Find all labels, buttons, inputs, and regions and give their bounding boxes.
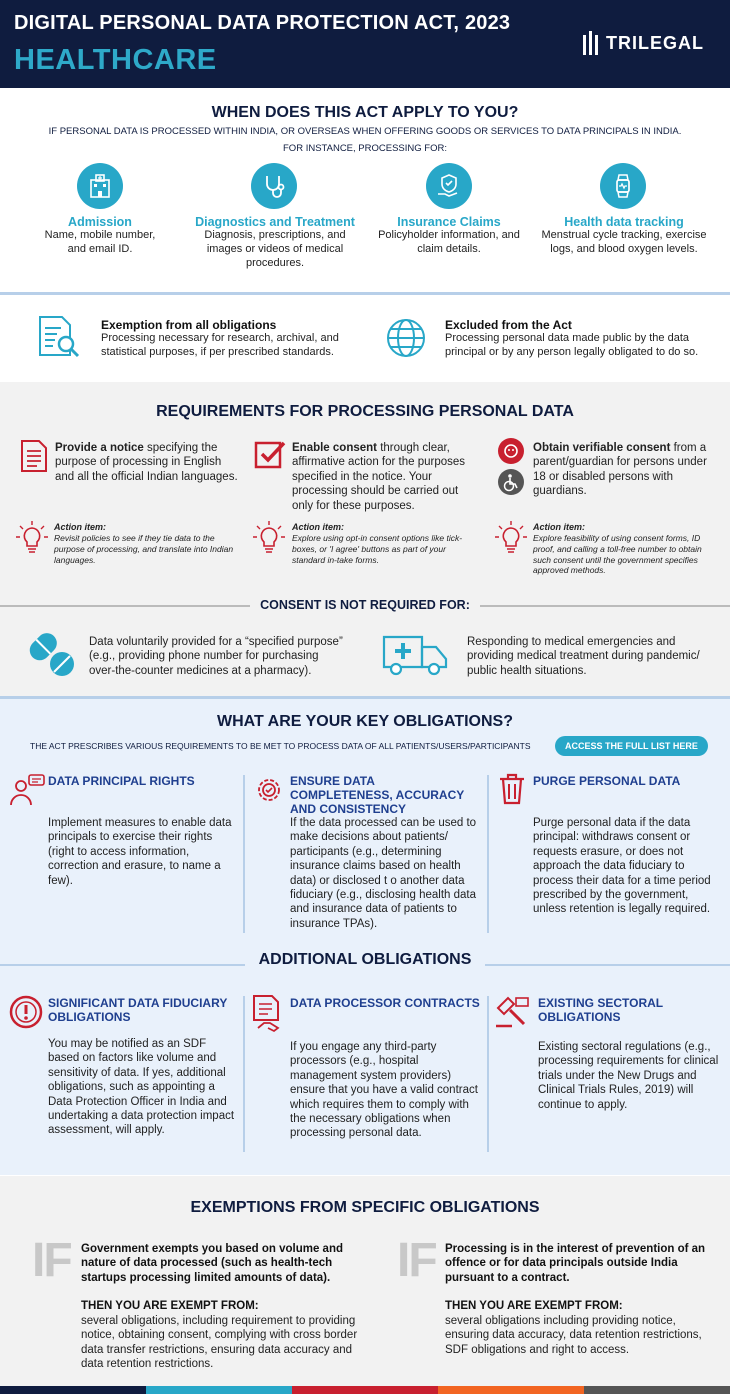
apply-line2: FOR INSTANCE, PROCESSING FOR: [283,143,447,154]
additional-text-processor: If you engage any third-party processors (e.g., hospital management system providers) ensure that you have a valid contract which requires them to comply with the necessary obligations when processing personal data. [290,1041,478,1140]
apply-item-title: Insurance Claims [397,215,501,229]
exemption-all-text: Processing necessary for research, archival, and statistical purposes, if per prescribed standards. [101,332,339,358]
divider [0,292,730,295]
hospital-icon [77,163,123,209]
user-speech-icon [8,773,46,812]
document-search-icon [36,314,82,365]
excluded-text: Processing personal data made public by the data principal or by any person legally obligated to do so. [445,332,699,358]
obligation-text-accuracy: If the data processed can be used to make decisions about patients/ participants (e.g., determining insurance claims based on health data) or disclosed t o another data fiduciary (e.g., disclosing health data and insurance data of patients to insurance TPAs). [290,817,477,930]
lightbulb-icon [15,520,49,561]
obligations-subtitle: THE ACT PRESCRIBES VARIOUS REQUIREMENTS TO BE MET TO PROCESS DATA OF ALL PATIENTS/USERS/PARTICIPANTS [30,741,531,751]
requirement-bold: Provide a notice [55,442,144,454]
obligation-text-rights: Implement measures to enable data principals to exercise their rights (right to access information, correction and erasure, to name a few). [48,817,232,887]
gavel-icon [494,994,530,1035]
action-text: Explore feasibility of using consent forms, ID proof, and calling a toll-free number to obtain such consent until the government specifies approved methods. [533,533,702,576]
checkbox-icon [254,439,286,476]
gear-check-icon [252,773,286,812]
requirement-bold: Enable consent [292,442,377,454]
additional-text-sdf: You may be notified as an SDF based on factors like volume and sensitivity of data. If yes, additional obligations, such as appointing a Data Protection Officer in India and undertaking a data protection impact assessment, will apply. [48,1038,235,1137]
trilegal-logo [583,31,704,55]
footer-color-bar [0,1386,730,1394]
stethoscope-icon [251,163,297,209]
column-divider [487,996,489,1152]
column-divider [243,996,245,1152]
header [0,0,730,88]
exemption-text-left: several obligations, including requirement to providing notice, obtaining consent, complying with cross border data transfer restrictions, ensuring data accuracy and data retention restrictions. [81,1315,358,1371]
obligation-title-purge: PURGE PERSONAL DATA [533,774,681,788]
requirement-text: specifying the purpose of processing in English and all the official Indian languages. [55,442,238,483]
requirement-bold: Obtain verifiable consent [533,442,671,454]
apply-item-text: Diagnosis, prescriptions, and images or videos of medical procedures. [204,229,346,269]
apply-item-tracking [538,215,710,257]
trash-icon [498,773,526,810]
alert-icon [8,994,44,1035]
obligation-title-rights: DATA PRINCIPAL RIGHTS [48,774,195,788]
exempt-from-label: THEN YOU ARE EXEMPT FROM: [81,1300,259,1312]
consent-exempt-emergencies: Responding to medical emergencies and providing medical treatment during pandemic/ public health situations. [467,636,700,677]
action-item-1 [54,522,234,565]
exemptions-title: EXEMPTIONS FROM SPECIFIC OBLIGATIONS [190,1199,540,1216]
exemption-all-title: Exemption from all obligations [101,318,277,332]
excluded-block [445,318,715,360]
excluded-title: Excluded from the Act [445,318,572,332]
smartwatch-icon [600,163,646,209]
action-text: Revisit policies to see if they tie data to the purpose of processing, and translate into Indian languages. [54,533,234,565]
apply-title: WHEN DOES THIS ACT APPLY TO YOU? [211,104,519,121]
divider [0,696,730,699]
additional-text-sectoral: Existing sectoral regulations (e.g., processing requirements for clinical trials under the New Drugs and Clinical Trials Rules, 2019) will continue to apply. [538,1041,719,1111]
apply-item-text: Menstrual cycle tracking, exercise logs, and blood oxygen levels. [541,229,707,255]
globe-icon [385,317,427,364]
exemption-condition-left: Government exempts you based on volume and nature of data processed (such as health-tech startups processing limited amounts of data). [81,1243,344,1284]
requirements-title: REQUIREMENTS FOR PROCESSING PERSONAL DATA [156,403,574,420]
additional-title-processor: DATA PROCESSOR CONTRACTS [290,996,480,1010]
pills-icon [28,630,78,685]
if-label: IF [397,1234,436,1287]
apply-item-text: Name, mobile number, and email ID. [44,229,156,255]
lightbulb-icon [494,520,528,561]
apply-item-insurance [364,215,534,257]
action-item-2 [292,522,472,565]
child-icon [498,438,524,464]
page-subtitle: HEALTHCARE [14,44,217,76]
lightbulb-icon [252,520,286,561]
action-label: Action item: [292,522,345,532]
apply-item-diagnostics [186,215,364,270]
notice-document-icon [20,439,48,478]
requirement-notice [55,441,240,484]
column-divider [243,775,245,933]
ambulance-icon [382,633,450,682]
requirement-consent [292,441,477,513]
obligations-title: WHAT ARE YOUR KEY OBLIGATIONS? [216,713,513,730]
if-label: IF [32,1234,71,1287]
additional-title-sdf: SIGNIFICANT DATA FIDUCIARY OBLIGATIONS [48,996,228,1024]
consent-title: CONSENT IS NOT REQUIRED FOR: [260,598,470,612]
apply-item-title: Admission [68,215,132,229]
exemption-condition-right: Processing is in the interest of prevention of an offence or for data principals outside India pursuant to a contract. [445,1243,706,1284]
exemption-text-right: several obligations including providing notice, ensuring data accuracy, data retention restrictions, SDF obligations and right to access. [445,1315,702,1356]
requirement-text: from a parent/guardian for persons under 18 or disabled persons with guardians. [533,442,707,498]
page-title: DIGITAL PERSONAL DATA PROTECTION ACT, 2023 [14,12,511,34]
contract-handshake-icon [252,994,284,1039]
additional-title: ADDITIONAL OBLIGATIONS [258,951,472,968]
action-text: Explore using opt-in consent options like tick-boxes, or 'I agree' buttons as part of your standard in-take forms. [292,533,463,565]
action-item-3 [533,522,718,576]
logo-mark-icon [583,31,598,55]
action-label: Action item: [533,522,586,532]
additional-title-sectoral: EXISTING SECTORAL OBLIGATIONS [538,996,663,1024]
exempt-from-label: THEN YOU ARE EXEMPT FROM: [445,1300,623,1312]
apply-item-title: Diagnostics and Treatment [195,215,355,229]
obligation-title-accuracy: ENSURE DATA COMPLETENESS, ACCURACY AND CONSISTENCY [290,774,465,816]
column-divider [487,775,489,933]
requirement-text: through clear, affirmative action for the purposes specified in the notice. Your processing should be carried out only for these purposes. [292,442,466,512]
action-label: Action item: [54,522,107,532]
apply-item-text: Policyholder information, and claim details. [378,229,520,255]
access-full-list-button[interactable]: ACCESS THE FULL LIST HERE [555,736,708,756]
insurance-hand-icon [426,163,472,209]
consent-exempt-specified-purpose: Data voluntarily provided for a “specified purpose” (e.g., providing phone number for purchasing over-the-counter medicines at a pharmacy). [89,636,343,677]
logo-text: TRILEGAL [606,32,704,53]
exemption-all-block [101,318,361,360]
requirement-verifiable-consent [533,441,713,499]
apply-line1: IF PERSONAL DATA IS PROCESSED WITHIN INDIA, OR OVERSEAS WHEN OFFERING GOODS OR SERVICES TO DATA PRINCIPALS IN INDIA. [48,126,682,137]
wheelchair-icon [498,469,524,495]
apply-item-title: Health data tracking [564,215,684,229]
apply-item-admission [15,215,185,257]
obligation-text-purge: Purge personal data if the data principal: withdraws consent or requests erasure, or does not approach the data fiduciary to process their data for a time period prescribed by the government, unless retention is legally required. [533,817,711,916]
